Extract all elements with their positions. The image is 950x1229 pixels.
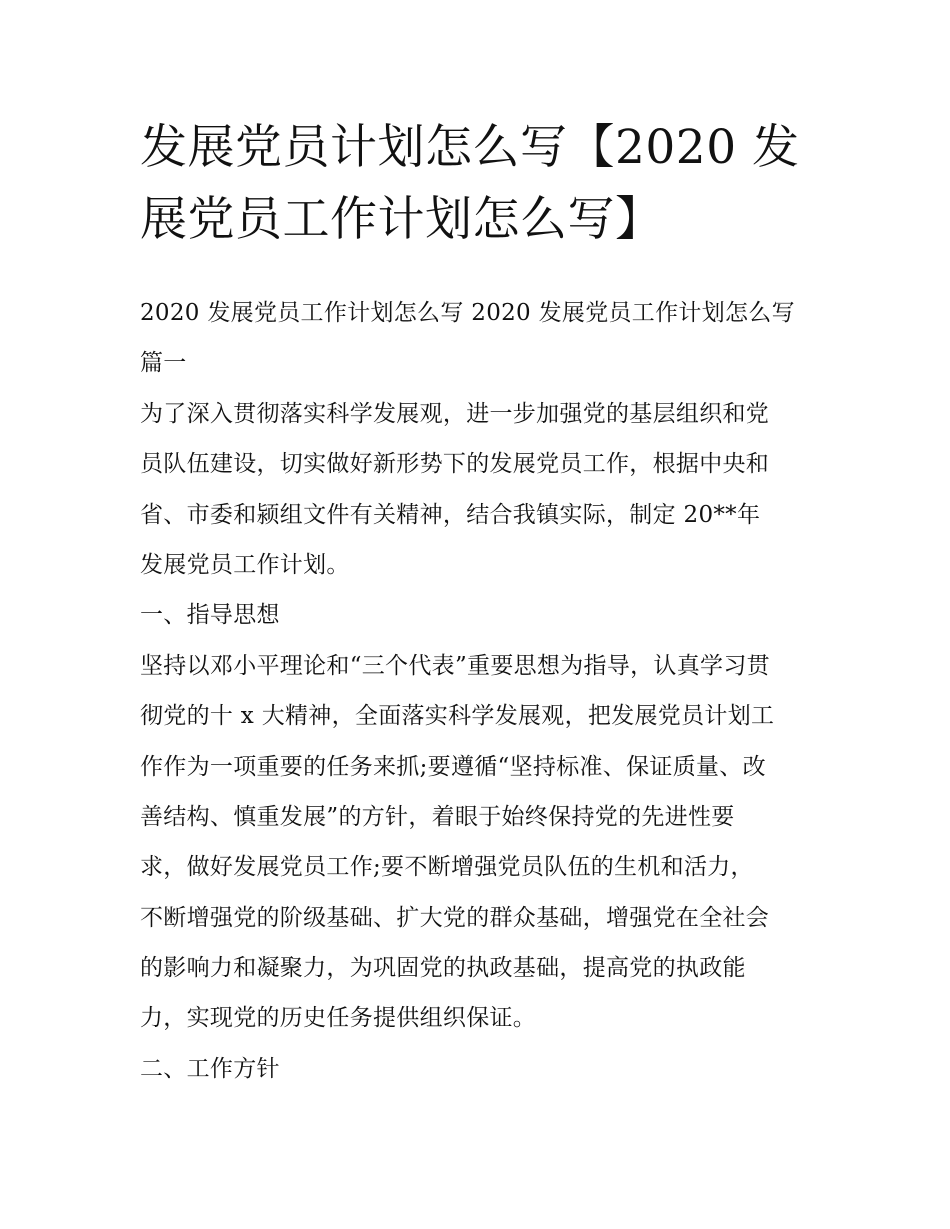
title-line: 发展党员计划怎么写【2020 发 — [140, 120, 800, 175]
body-line: 力，实现党的历史任务提供组织保证。 — [140, 1005, 537, 1032]
body-line: 员队伍建设，切实做好新形势下的发展党员工作，根据中央和 — [140, 451, 770, 478]
document-body — [140, 288, 812, 1094]
body-line: 彻党的十 x 大精神，全面落实科学发展观，把发展党员计划工 — [140, 703, 775, 730]
body-line: 求，做好发展党员工作;要不断增强党员队伍的生机和活力， — [140, 854, 754, 881]
body-line: 善结构、慎重发展”的方针，着眼于始终保持党的先进性要 — [140, 803, 735, 830]
body-line: 不断增强党的阶级基础、扩大党的群众基础，增强党在全社会 — [140, 904, 770, 931]
body-line-subtitle: 2020 发展党员工作计划怎么写 2020 发展党员工作计划怎么写 — [140, 300, 795, 326]
body-line: 作作为一项重要的任务来抓;要遵循“坚持标准、保证质量、改 — [140, 753, 766, 780]
title-line: 展党员工作计划怎么写】 — [140, 192, 663, 247]
document-page — [140, 112, 812, 1094]
body-line: 坚持以邓小平理论和“三个代表”重要思想为指导，认真学习贯 — [140, 652, 770, 679]
body-line: 发展党员工作计划。 — [140, 551, 350, 578]
section-heading-guiding-ideology: 一、指导思想 — [140, 602, 280, 629]
section-heading-work-policy: 二、工作方针 — [140, 1055, 280, 1082]
body-line: 省、市委和颍组文件有关精神，结合我镇实际，制定 20**年 — [140, 501, 761, 528]
document-title — [140, 112, 812, 256]
body-line: 的影响力和凝聚力，为巩固党的执政基础，提高党的执政能 — [140, 955, 746, 982]
body-line-subtitle-cont: 篇一 — [140, 350, 187, 377]
body-line: 为了深入贯彻落实科学发展观，进一步加强党的基层组织和党 — [140, 400, 770, 427]
